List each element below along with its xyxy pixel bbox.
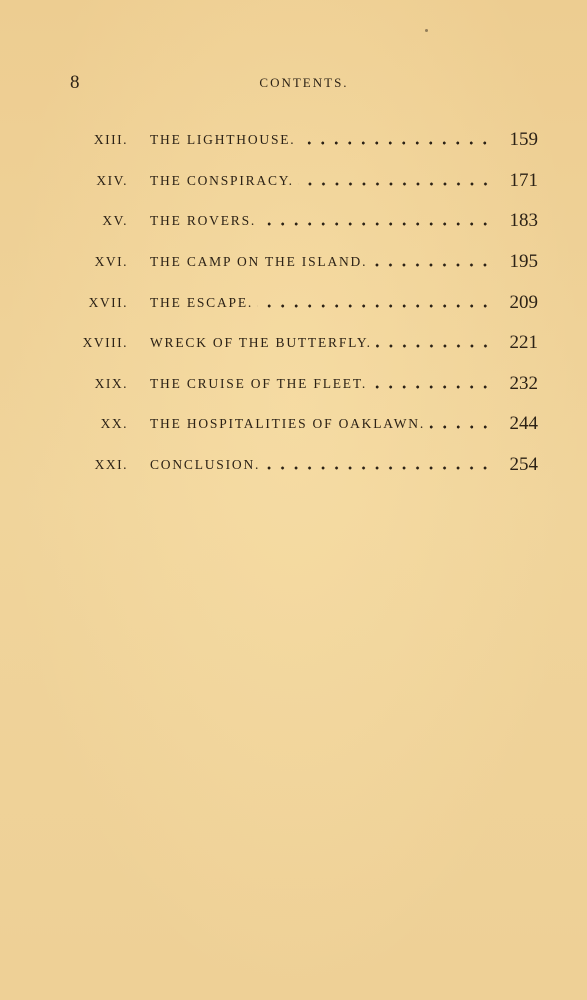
chapter-title: THE CRUISE OF THE FLEET. <box>150 375 368 391</box>
chapter-page-number: 159 <box>509 129 538 151</box>
chapter-numeral: XVII. <box>88 294 128 310</box>
chapter-numeral: XV. <box>102 213 128 229</box>
dot-leader <box>429 425 492 429</box>
ink-speck <box>425 29 428 32</box>
chapter-numeral: XVIII. <box>82 335 128 351</box>
dot-leader <box>260 222 492 226</box>
chapter-title: THE ESCAPE. <box>150 294 254 310</box>
toc-entry <box>60 161 538 202</box>
chapter-page-number: 209 <box>509 291 538 313</box>
dot-leader <box>264 466 492 470</box>
chapter-numeral: XX. <box>100 416 128 432</box>
chapter-numeral: XVI. <box>94 254 128 270</box>
page-number: 8 <box>70 72 80 93</box>
chapter-title: THE CONSPIRACY. <box>150 172 294 188</box>
toc-entry <box>60 242 538 283</box>
dot-leader <box>371 263 492 267</box>
dot-leader <box>376 344 492 348</box>
dot-leader <box>298 182 492 186</box>
toc-entry <box>60 201 538 242</box>
chapter-numeral: XIX. <box>94 375 128 391</box>
dot-leader <box>299 141 492 145</box>
running-head: CONTENTS. <box>259 75 349 90</box>
chapter-page-number: 195 <box>509 251 538 273</box>
chapter-page-number: 171 <box>509 169 538 191</box>
chapter-title: CONCLUSION. <box>150 457 261 473</box>
toc-entry <box>60 364 538 405</box>
toc-entry <box>60 404 538 445</box>
chapter-page-number: 221 <box>509 332 538 354</box>
chapter-numeral: XIII. <box>93 132 128 148</box>
chapter-page-number: 244 <box>509 413 538 435</box>
chapter-page-number: 254 <box>509 454 538 476</box>
chapter-title: THE LIGHTHOUSE. <box>150 132 296 148</box>
chapter-title: THE HOSPITALITIES OF OAKLAWN. <box>150 416 426 432</box>
dot-leader <box>371 385 492 389</box>
toc-entry <box>60 323 538 364</box>
chapter-title: WRECK OF THE BUTTERFLY. <box>150 335 372 351</box>
page-header <box>70 72 538 96</box>
toc-entry <box>60 120 538 161</box>
chapter-numeral: XIV. <box>96 172 128 188</box>
chapter-page-number: 232 <box>509 372 538 394</box>
toc-entry <box>60 282 538 323</box>
chapter-title: THE ROVERS. <box>150 213 257 229</box>
dot-leader <box>257 304 492 308</box>
table-of-contents <box>60 120 538 485</box>
chapter-numeral: XXI. <box>94 457 128 473</box>
chapter-page-number: 183 <box>509 210 538 232</box>
toc-entry <box>60 445 538 486</box>
chapter-title: THE CAMP ON THE ISLAND. <box>150 254 368 270</box>
